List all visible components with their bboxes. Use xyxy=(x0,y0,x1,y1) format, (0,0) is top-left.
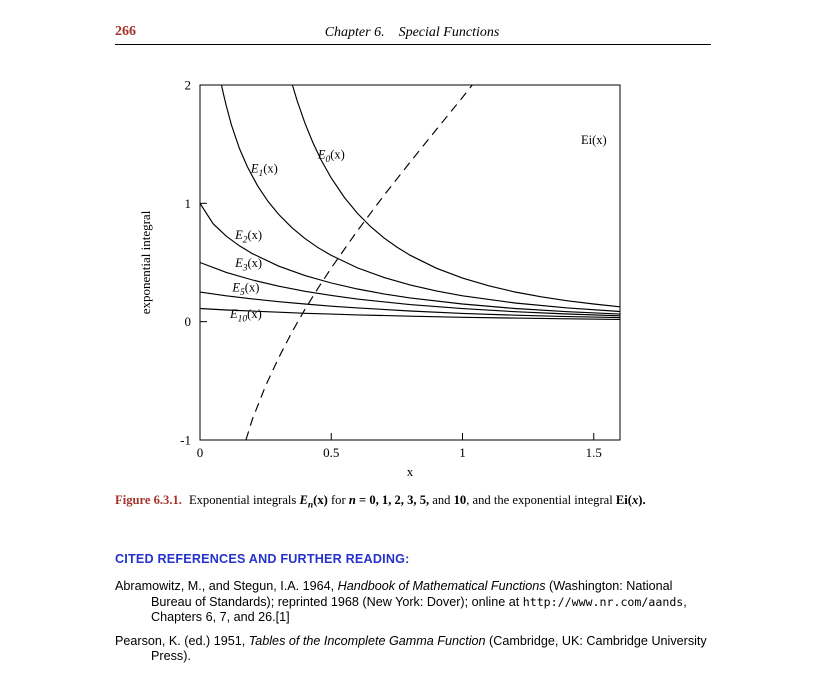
curve-label-E5: $E_5(x)$ xyxy=(232,280,260,298)
curve-E1 xyxy=(222,85,621,312)
figure-label: Figure 6.3.1. xyxy=(115,493,182,507)
references-list xyxy=(115,579,715,673)
curve-E0 xyxy=(292,85,620,307)
caption-math-sub: n xyxy=(307,500,314,511)
plot-frame xyxy=(200,85,620,440)
curve-label-E3: $E_3(x)$ xyxy=(235,256,263,274)
figure-caption xyxy=(115,492,713,514)
x-tick-label: 1 xyxy=(459,445,466,460)
caption-math: = 0, 1, 2, 3, 5, xyxy=(355,493,430,507)
caption-math: x xyxy=(632,493,639,507)
figure-area xyxy=(120,58,660,493)
figure-chart xyxy=(120,58,660,488)
y-axis-label: exponential integral xyxy=(138,210,153,315)
x-tick-label: 1.5 xyxy=(585,445,602,460)
ref-text: , Chapters 6, 7, and 26.[1] xyxy=(151,594,687,624)
curve-label-E10: $E_{10}(x)$ xyxy=(230,307,262,325)
ref-book-title: Tables of the Incomplete Gamma Function xyxy=(248,633,486,648)
page-number: 266 xyxy=(115,24,136,39)
caption-text: Exponential integrals xyxy=(188,493,300,507)
caption-math: 10 xyxy=(453,493,467,507)
curve-label-Ei: Ei(x) xyxy=(580,133,607,148)
references-heading: CITED REFERENCES AND FURTHER READING: xyxy=(115,552,410,566)
reference-item xyxy=(115,634,715,665)
caption-math: n xyxy=(348,493,356,507)
ref-text: Pearson, K. (ed.) 1951, xyxy=(115,633,249,648)
caption-text: and xyxy=(429,493,454,507)
y-tick-label: 0 xyxy=(184,314,191,330)
x-axis-label: x xyxy=(406,464,414,479)
caption-text: for xyxy=(327,493,349,507)
ref-text: (Washington: National Bureau of Standards); reprinted 1968 (New York: Dover); online at xyxy=(151,579,673,609)
x-tick-label: 0.5 xyxy=(323,445,340,460)
caption-text: , and the exponential integral xyxy=(466,493,616,507)
header-rule xyxy=(115,44,711,45)
ref-url: http://www.nr.com/aands xyxy=(522,594,684,609)
y-tick-label: 1 xyxy=(184,195,191,211)
caption-math: Ei( xyxy=(615,493,632,507)
caption-math: ). xyxy=(638,493,646,507)
y-tick-label: 2 xyxy=(184,77,191,93)
x-tick-label: 0 xyxy=(196,445,204,460)
curve-E2 xyxy=(200,203,620,314)
curve-Ei xyxy=(246,85,472,440)
reference-item xyxy=(115,579,715,626)
y-tick-label: -1 xyxy=(180,432,191,448)
ref-book-title: Handbook of Mathematical Functions xyxy=(337,579,546,593)
curve-label-E1: $E_1(x)$ xyxy=(250,161,278,180)
caption-math: E xyxy=(299,493,308,507)
curve-label-E0: $E_0(x)$ xyxy=(317,147,345,165)
curve-E3 xyxy=(200,263,620,316)
ref-text: (Cambridge, UK: Cambridge University Press). xyxy=(151,633,707,663)
curve-label-E2: $E_2(x)$ xyxy=(235,227,263,246)
running-header: Chapter 6. Special Functions xyxy=(324,25,500,40)
caption-math: (x) xyxy=(313,493,328,507)
ref-text: Abramowitz, M., and Stegun, I.A. 1964, xyxy=(115,579,338,593)
